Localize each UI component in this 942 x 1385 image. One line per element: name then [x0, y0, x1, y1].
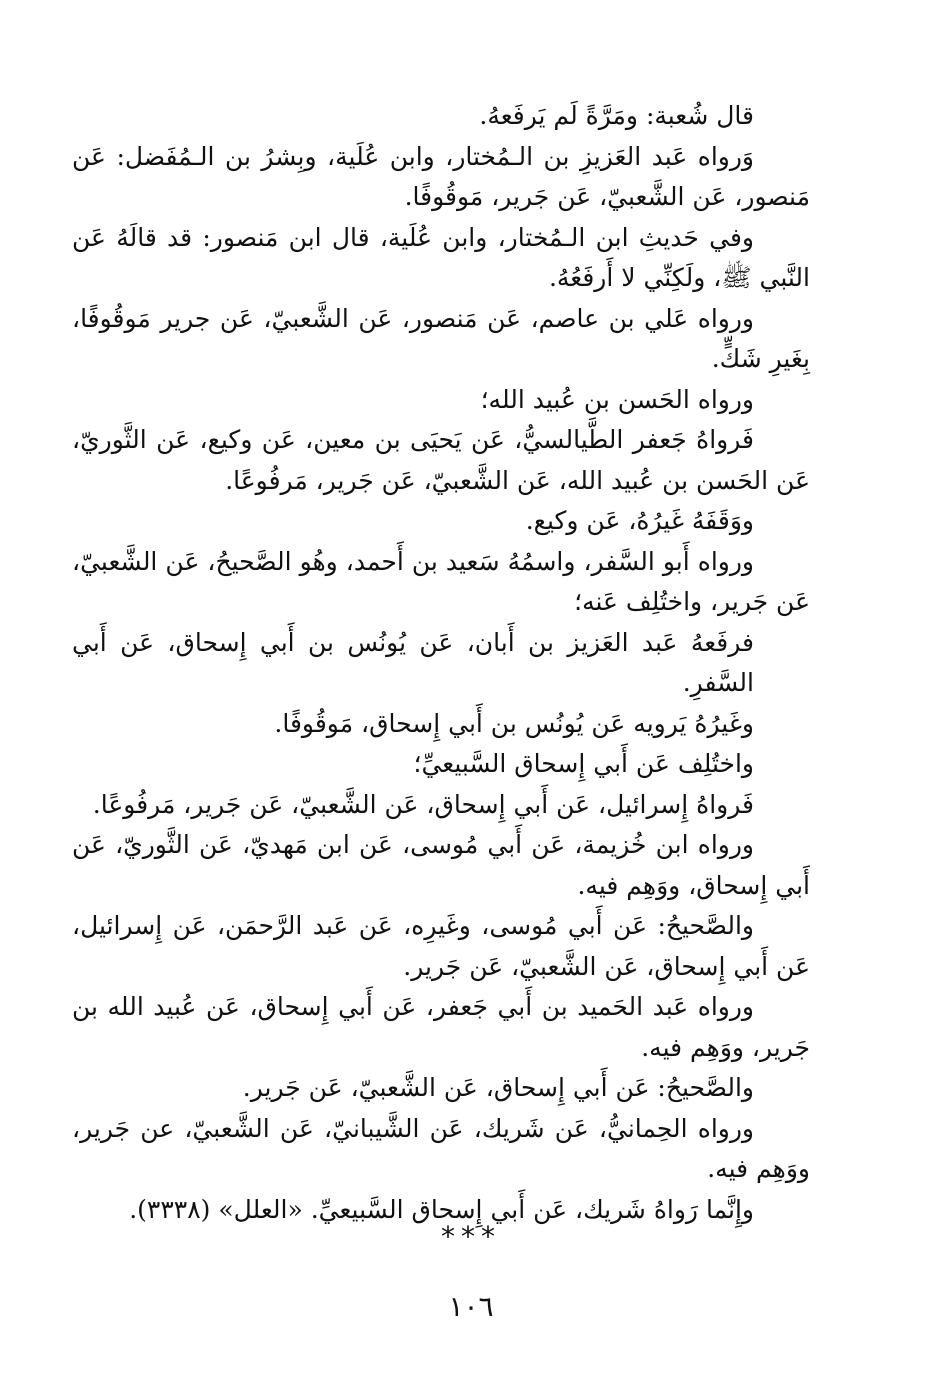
paragraph: وَرواه عَبد العَزيزِ بن الـمُختار، وابن عُلَية، وبِشرُ بن الـمُفَضل: عَن مَنصور، عَن الشَّعبيّ، عَن جَرير، مَوقُوفًا. — [72, 141, 810, 211]
paragraph: ورواه عَلي بن عاصم، عَن مَنصور، عَن الشَّعبيّ، عَن جرير مَوقُوفًا، بِغَيرِ شَكٍّ. — [72, 303, 810, 373]
paragraph: واختُلِف عَن أَبي إِسحاق السَّبيعيِّ؛ — [413, 749, 754, 778]
paragraph: ورواه أَبو السَّفر، واسمُهُ سَعيد بن أَحمد، وهُو الصَّحيحُ، عَن الشَّعبيّ، عَن جَرير، واختُلِف عَنه؛ — [72, 546, 810, 616]
section-separator: *** — [441, 1220, 501, 1253]
paragraph: ووَقَفَهُ غَيرُهُ، عَن وكيع. — [525, 506, 754, 535]
paragraph: ورواه الحَسن بن عُبيد الله؛ — [480, 384, 754, 414]
paragraph: وفي حَديثِ ابن الـمُختار، وابن عُلَية، قال ابن مَنصور: قد قالَهُ عَن النَّبي ﷺ، ولَكِنِّي لا أَرفَعُهُ. — [72, 222, 810, 292]
paragraph: ورواه ابن خُزيمة، عَن أَبي مُوسى، عَن ابن مَهديّ، عَن الثَّوريّ، عَن أَبي إِسحاق، ووَهِم فيه. — [72, 830, 810, 900]
paragraph: فرفَعهُ عَبد العَزيز بن أَبان، عَن يُونُس بن أَبي إِسحاق، عَن أَبي السَّفرِ. — [72, 627, 754, 697]
paragraph: ورواه الحِمانيُّ، عَن شَريك، عَن الشَّيبانيّ، عَن الشَّعبيّ، عن جَرير، ووَهِم فيه. — [72, 1113, 810, 1183]
paragraph: والصَّحيحُ: عَن أَبي إِسحاق، عَن الشَّعبيّ، عَن جَرير. — [242, 1073, 754, 1102]
paragraph: فَرواهُ جَعفر الطَّيالسيُّ، عَن يَحيَى بن معين، عَن وكيع، عَن الثَّوريّ، عَن الحَسن بن عُبيد الله، عَن الشَّعبيّ، عَن جَرير، مَرفُوعًا. — [72, 425, 810, 495]
paragraph: قال شُعبة: ومَرَّةً لَم يَرفَعهُ. — [479, 101, 754, 130]
page-body — [72, 96, 810, 1230]
paragraph: فَرواهُ إِسرائيل، عَن أَبي إِسحاق، عَن الشَّعبيّ، عَن جَرير، مَرفُوعًا. — [92, 789, 754, 819]
paragraph: والصَّحيحُ: عَن أَبي مُوسى، وغَيرِه، عَن عَبد الرَّحمَن، عَن إِسرائيل، عَن أَبي إِسحاق، عَن الشَّعبيّ، عَن جَرير. — [72, 911, 810, 981]
paragraph: ورواه عَبد الحَميد بن أَبي جَعفر، عَن أَبي إِسحاق، عَن عُبيد الله بن جَرير، ووَهِم فيه. — [72, 992, 810, 1062]
paragraph: وغَيرُهُ يَرويه عَن يُونُس بن أَبي إِسحاق، مَوقُوفًا. — [274, 708, 754, 738]
paragraph: وإِنَّما رَواهُ شَريك، عَن أَبي إِسحاق السَّبيعيِّ. «العلل» (٣٣٣٨). — [129, 1194, 754, 1224]
page-number: ١٠٦ — [448, 1290, 494, 1323]
